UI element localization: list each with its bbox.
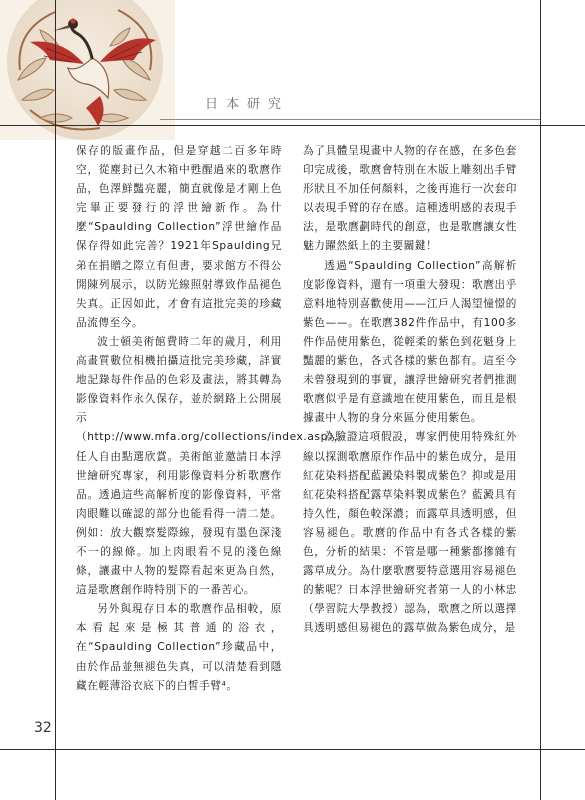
right-text-column	[303, 142, 517, 638]
page-number: 32	[34, 720, 52, 736]
right-crop-line	[540, 0, 541, 800]
crane-crest-emblem	[0, 0, 175, 140]
paragraph: 波士頓美術館費時二年的歲月，利用高畫質數位相機拍攝這批完美珍藏，詳實地記錄每件作品的色彩及畫法，將其轉為影像資料作永久保存，並於網路上公開展示（http://www.mfa.org/collections/index.asp），任人自由點選欣賞。美術館並邀請日本浮世繪研究專家，利用影像資料分析歌麿作品。透過這些高解析度的影像資料，平常肉眼難以確認的部分也能看得一清二楚。例如：放大觀察髮際線，發現有墨色深淺不一的線條。加上肉眼看不見的淺色線條，讓畫中人物的髮際看起來更為自然，這是歌麿創作時特別下的一番苦心。	[76, 335, 345, 597]
paragraph: 為了具體呈現畫中人物的存在感，在多色套印完成後，歌麿會特別在木版上雕刻出手臂形狀且不加任何顏料，之後再進行一次套印以表現手臂的存在感。這種透明感的表現手法，是歌麿劃時代的創意，也是歌麿讓女性魅力躍然紙上的主要關鍵！	[303, 145, 517, 253]
header-divider	[160, 119, 540, 120]
left-crop-line	[55, 0, 56, 800]
paragraph: 透過“Spaulding Collection”高解析度影像資料，還有一項重大發現：歌麿出乎意料地特別喜歡使用——江戶人渴望憧憬的紫色——。在歌麿382件作品中，有100多件作品使用紫色，從輕柔的紫色到花魁身上豔麗的紫色，各式各樣的紫色都有。這至今未曾發現到的事實，讓浮世繪研究者們推測歌麿似乎是有意識地在使用紫色，而且是根據畫中人物的身分來區分使用紫色。	[303, 259, 517, 425]
bottom-crop-line	[0, 749, 585, 750]
paragraph: 另外與現存日本的歌麿作品相較，原本看起來是極其普通的浴衣，在“Spaulding Collection”珍藏品中，由於作品並無褪色失真，可以清楚看到隱藏在輕薄浴衣底下的白皙手臂⁴。	[76, 603, 282, 692]
paragraph: 保存的版畫作品，但是穿越二百多年時空，從塵封已久木箱中甦醒過來的歌麿作品，色澤鮮豔亮麗，簡直就像是才剛上色完畢正要發行的浮世繪新作。為什麼“Spaulding Collection”浮世繪作品保存得如此完善？1921年Spaulding兄弟在捐贈之際立有但書，要求館方不得公開陳列展示，以防光線照射導致作品褪色失真。正因如此，才會有這批完美的珍藏品流傳至今。	[76, 145, 282, 329]
left-text-column	[76, 142, 345, 696]
top-crop-line	[0, 125, 585, 126]
section-title: 日本研究	[205, 97, 290, 112]
paragraph: 為驗證這項假設，專家們使用特殊紅外線以探測歌麿原作作品中的紫色成分，是用紅花染料搭配藍澱染料製成紫色？抑或是用紅花染料搭配露草染料製成紫色？藍澱具有持久性，顏色較深濃；而露草具透明感，但容易褪色。歌麿的作品中有各式各樣的紫色，分析的結果：不管是哪一種紫都摻雜有露草成分。為什麼歌麿要特意選用容易褪色的紫呢？日本浮世繪研究者第一人的小林忠（學習院大學教授）認為，歌麿之所以選擇具透明感但易褪色的露草做為紫色成分，是	[303, 431, 517, 635]
